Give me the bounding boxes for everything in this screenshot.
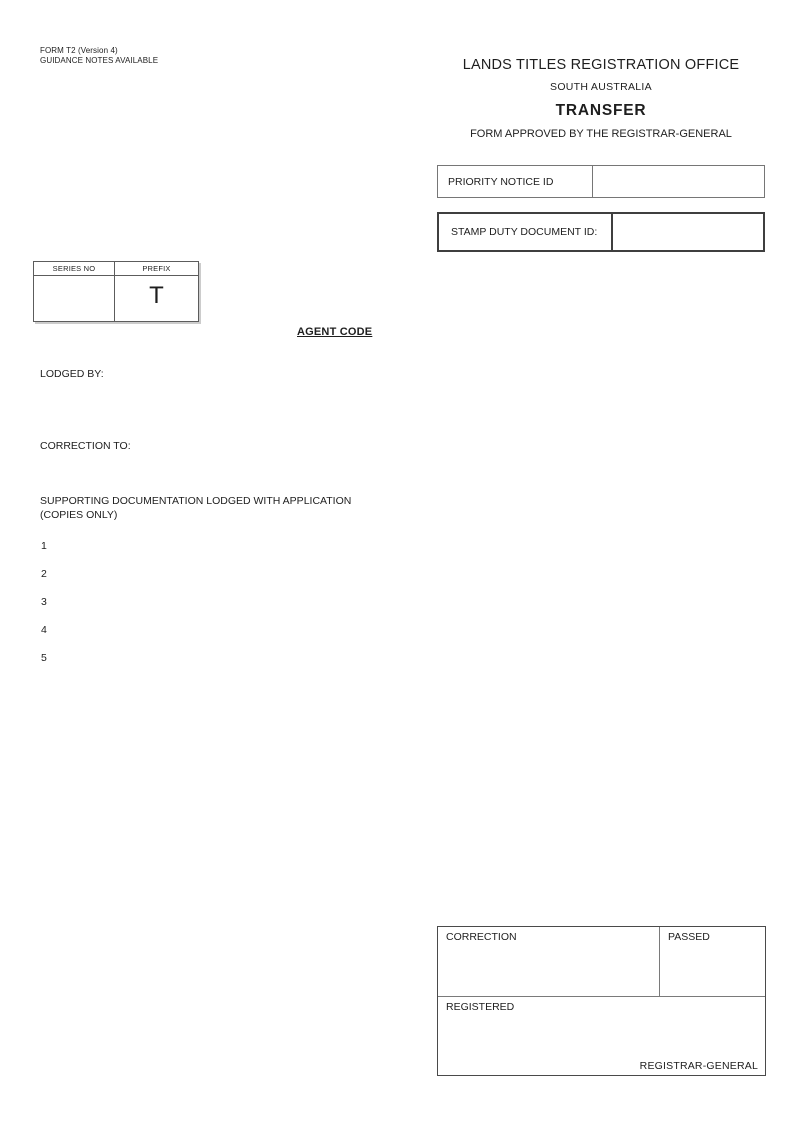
document-type-title: TRANSFER (555, 102, 647, 119)
priority-notice-box (437, 165, 765, 198)
correction-label: CORRECTION (446, 931, 517, 943)
lodged-by-label[interactable]: LODGED BY: (40, 368, 104, 380)
prefix-value-cell (115, 276, 198, 321)
stamp-duty-value-field[interactable] (613, 214, 763, 250)
office-use-top-row (438, 927, 765, 997)
guidance-notes-line: GUIDANCE NOTES AVAILABLE (40, 56, 159, 65)
supporting-doc-line-4[interactable] (41, 624, 391, 638)
series-prefix-table (33, 261, 199, 322)
priority-notice-value-field[interactable] (593, 166, 764, 197)
series-no-value-field[interactable] (34, 276, 115, 321)
series-table-body-row (34, 276, 198, 321)
supporting-docs-heading-line1: SUPPORTING DOCUMENTATION LODGED WITH APPLICATION (40, 495, 352, 507)
approval-note: FORM APPROVED BY THE REGISTRAR-GENERAL (470, 128, 732, 140)
prefix-header: PREFIX (142, 264, 171, 273)
form-version-block (40, 46, 158, 66)
form-header (437, 57, 765, 141)
supporting-doc-line-2[interactable] (41, 568, 391, 582)
supporting-doc-line-1[interactable] (41, 540, 391, 554)
passed-label: PASSED (668, 931, 710, 943)
prefix-value: T (149, 281, 164, 309)
office-title: LANDS TITLES REGISTRATION OFFICE (462, 57, 740, 73)
state-subtitle: SOUTH AUSTRALIA (550, 81, 652, 93)
registered-label: REGISTERED (446, 1001, 515, 1013)
stamp-duty-box (437, 212, 765, 252)
series-no-header: SERIES NO (34, 262, 115, 275)
registrar-general-label: REGISTRAR-GENERAL (639, 1060, 758, 1072)
supporting-doc-number: 1 (41, 540, 47, 552)
supporting-doc-number: 3 (41, 596, 47, 608)
supporting-docs-heading-line2: (COPIES ONLY) (40, 509, 118, 521)
stamp-duty-label: STAMP DUTY DOCUMENT ID: (439, 214, 613, 250)
office-use-box (437, 926, 766, 1076)
agent-code-label: AGENT CODE (297, 326, 373, 338)
supporting-doc-number: 5 (41, 652, 47, 664)
registered-cell[interactable] (438, 997, 765, 1075)
passed-cell[interactable] (660, 927, 765, 996)
supporting-doc-number: 2 (41, 568, 47, 580)
form-version-line: FORM T2 (Version 4) (40, 46, 118, 55)
priority-notice-label: PRIORITY NOTICE ID (438, 166, 593, 197)
supporting-doc-line-5[interactable] (41, 652, 391, 666)
supporting-doc-number: 4 (41, 624, 47, 636)
correction-cell[interactable] (438, 927, 660, 996)
correction-to-label[interactable]: CORRECTION TO: (40, 440, 131, 452)
series-table-header-row (34, 262, 198, 276)
supporting-doc-line-3[interactable] (41, 596, 391, 610)
supporting-docs-heading (40, 494, 410, 522)
